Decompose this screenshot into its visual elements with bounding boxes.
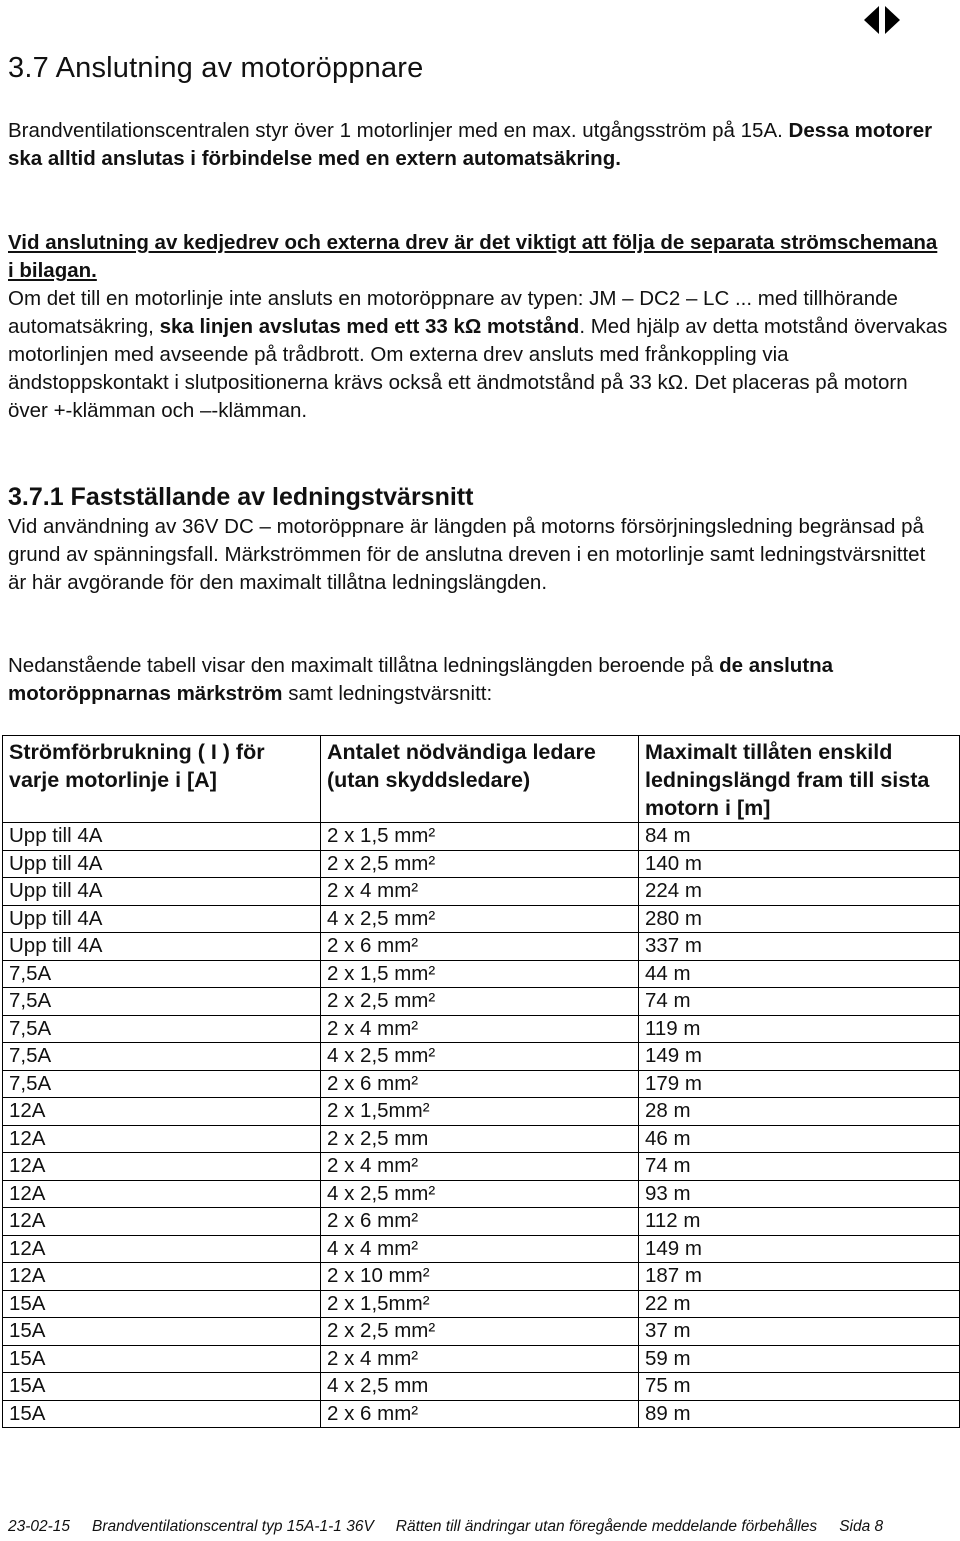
note-warning-text: Vid anslutning av kedjedrev och externa drev är det viktigt att följa de separata strömschemana i bilagan. <box>8 231 938 282</box>
table-row <box>3 1263 960 1291</box>
cell-max-length: 84 m <box>639 823 960 851</box>
table-row <box>3 850 960 878</box>
brand-logo-icon <box>862 4 902 36</box>
cell-max-length: 224 m <box>639 878 960 906</box>
table-header-row <box>3 736 960 823</box>
table-row <box>3 1208 960 1236</box>
table-row <box>3 1180 960 1208</box>
cell-max-length: 280 m <box>639 905 960 933</box>
cell-conductors: 2 x 4 mm² <box>321 878 639 906</box>
note-text-1: Om det till en motorlinje inte ansluts en motoröppnare av typen: JM – DC2 – LC ... med tillhörande automatsäkring, <box>8 287 898 338</box>
table-row <box>3 905 960 933</box>
footer-date: 23-02-15 <box>8 1518 71 1535</box>
cell-current: 15A <box>3 1400 321 1428</box>
cell-current: 12A <box>3 1153 321 1181</box>
footer-disclaimer: Rätten till ändringar utan föregående meddelande förbehålles <box>395 1518 818 1535</box>
section-title: 3.7 Anslutning av motoröppnare <box>8 52 424 84</box>
cell-conductors: 4 x 2,5 mm <box>321 1373 639 1401</box>
intro-bold-text: Dessa motorer ska alltid anslutas i förbindelse med en extern automatsäkring. <box>8 119 933 170</box>
header-current: Strömförbrukning ( I ) för varje motorlinje i [A] <box>3 736 321 823</box>
footer-page-number: Sida 8 <box>839 1518 884 1535</box>
table-row <box>3 1290 960 1318</box>
table-row <box>3 960 960 988</box>
cell-max-length: 89 m <box>639 1400 960 1428</box>
cell-max-length: 28 m <box>639 1098 960 1126</box>
cell-max-length: 37 m <box>639 1318 960 1346</box>
table-row <box>3 1153 960 1181</box>
table-row <box>3 1235 960 1263</box>
cell-max-length: 337 m <box>639 933 960 961</box>
cell-max-length: 59 m <box>639 1345 960 1373</box>
page-footer <box>8 1518 883 1536</box>
table-intro-text-2: samt ledningstvärsnitt: <box>282 682 493 705</box>
cell-conductors: 2 x 4 mm² <box>321 1345 639 1373</box>
cell-current: 15A <box>3 1373 321 1401</box>
cell-max-length: 75 m <box>639 1373 960 1401</box>
cell-max-length: 74 m <box>639 988 960 1016</box>
table-row <box>3 1400 960 1428</box>
cell-current: 12A <box>3 1235 321 1263</box>
cell-max-length: 149 m <box>639 1235 960 1263</box>
cell-current: Upp till 4A <box>3 850 321 878</box>
cell-conductors: 2 x 6 mm² <box>321 1400 639 1428</box>
note-text-2: . Med hjälp av detta motstånd övervakas motorlinjen med avseende på trådbrott. Om externa drev ansluts med frånkoppling via ändstoppskontakt i slutpositionerna krävs också ett ändmotstånd på 33 kΩ. Det placeras på motorn över +-klämman och –-klämman. <box>8 315 948 422</box>
subsection-title: 3.7.1 Fastställande av ledningstvärsnitt <box>8 483 474 511</box>
footer-product: Brandventilationscentral typ 15A-1-1 36V <box>92 1518 374 1535</box>
table-row <box>3 1015 960 1043</box>
cell-current: 12A <box>3 1208 321 1236</box>
note-paragraph <box>8 229 948 425</box>
cell-conductors: 4 x 2,5 mm² <box>321 1043 639 1071</box>
table-row <box>3 1373 960 1401</box>
cell-max-length: 44 m <box>639 960 960 988</box>
cell-conductors: 2 x 4 mm² <box>321 1015 639 1043</box>
cell-max-length: 74 m <box>639 1153 960 1181</box>
cell-current: 15A <box>3 1290 321 1318</box>
cell-conductors: 2 x 10 mm² <box>321 1263 639 1291</box>
cell-current: Upp till 4A <box>3 823 321 851</box>
cell-max-length: 179 m <box>639 1070 960 1098</box>
cell-max-length: 149 m <box>639 1043 960 1071</box>
table-row <box>3 1345 960 1373</box>
cell-current: Upp till 4A <box>3 905 321 933</box>
table-row <box>3 1098 960 1126</box>
table-row <box>3 1125 960 1153</box>
cell-current: 12A <box>3 1098 321 1126</box>
cell-current: Upp till 4A <box>3 878 321 906</box>
cell-current: 12A <box>3 1125 321 1153</box>
cell-conductors: 2 x 6 mm² <box>321 1070 639 1098</box>
cell-max-length: 140 m <box>639 850 960 878</box>
table-intro-bold-text: de anslutna motoröppnarnas märkström <box>8 654 834 705</box>
note-bold-text: ska linjen avslutas med ett 33 kΩ motstånd <box>159 315 580 338</box>
cell-max-length: 119 m <box>639 1015 960 1043</box>
cell-current: 15A <box>3 1345 321 1373</box>
cell-conductors: 2 x 1,5 mm² <box>321 823 639 851</box>
table-row <box>3 823 960 851</box>
cell-max-length: 93 m <box>639 1180 960 1208</box>
cell-conductors: 2 x 1,5mm² <box>321 1290 639 1318</box>
cell-conductors: 2 x 6 mm² <box>321 933 639 961</box>
cell-conductors: 2 x 4 mm² <box>321 1153 639 1181</box>
table-row <box>3 1318 960 1346</box>
cell-conductors: 4 x 2,5 mm² <box>321 1180 639 1208</box>
cell-max-length: 46 m <box>639 1125 960 1153</box>
table-row <box>3 1043 960 1071</box>
cell-conductors: 2 x 6 mm² <box>321 1208 639 1236</box>
cell-current: 12A <box>3 1180 321 1208</box>
cell-conductors: 2 x 2,5 mm² <box>321 988 639 1016</box>
cell-conductors: 4 x 4 mm² <box>321 1235 639 1263</box>
cell-current: Upp till 4A <box>3 933 321 961</box>
cell-current: 7,5A <box>3 1043 321 1071</box>
cell-conductors: 2 x 2,5 mm² <box>321 1318 639 1346</box>
cell-current: 7,5A <box>3 960 321 988</box>
table-row <box>3 988 960 1016</box>
table-row <box>3 933 960 961</box>
cell-conductors: 2 x 1,5mm² <box>321 1098 639 1126</box>
intro-paragraph <box>8 117 948 173</box>
cell-conductors: 4 x 2,5 mm² <box>321 905 639 933</box>
cell-conductors: 2 x 1,5 mm² <box>321 960 639 988</box>
header-max-length: Maximalt tillåten enskild ledningslängd fram till sista motorn i [m] <box>639 736 960 823</box>
cell-current: 7,5A <box>3 988 321 1016</box>
header-conductors: Antalet nödvändiga ledare (utan skyddsledare) <box>321 736 639 823</box>
cell-current: 7,5A <box>3 1015 321 1043</box>
table-row <box>3 1070 960 1098</box>
cell-current: 12A <box>3 1263 321 1291</box>
table-intro-text-1: Nedanstående tabell visar den maximalt tillåtna ledningslängden beroende på <box>8 654 720 677</box>
cell-max-length: 187 m <box>639 1263 960 1291</box>
cell-max-length: 112 m <box>639 1208 960 1236</box>
cell-current: 7,5A <box>3 1070 321 1098</box>
cable-length-table <box>2 735 960 1428</box>
subsection-body: Vid användning av 36V DC – motoröppnare är längden på motorns försörjningsledning begränsad på grund av spänningsfall. Märkströmmen för de anslutna dreven i en motorlinje samt ledningstvärsnittet är här avgörande för den maximalt tillåtna ledningslängden. <box>8 515 926 594</box>
cell-conductors: 2 x 2,5 mm <box>321 1125 639 1153</box>
cell-current: 15A <box>3 1318 321 1346</box>
table-row <box>3 878 960 906</box>
table-intro-paragraph <box>8 652 948 708</box>
cell-max-length: 22 m <box>639 1290 960 1318</box>
cell-conductors: 2 x 2,5 mm² <box>321 850 639 878</box>
intro-text: Brandventilationscentralen styr över 1 motorlinjer med en max. utgångsström på 15A. <box>8 119 783 142</box>
